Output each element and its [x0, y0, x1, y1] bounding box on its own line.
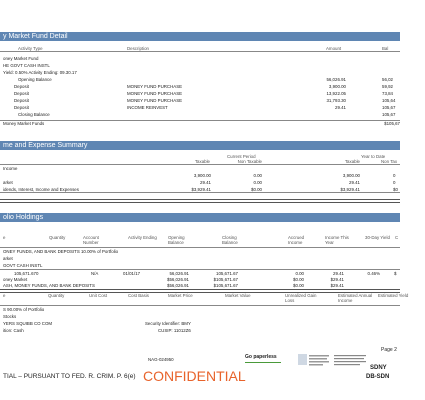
mmf-row-amount: 13,922.05: [326, 91, 346, 96]
holding-fund-yield: 0.46%: [367, 271, 380, 276]
double-rule: [0, 199, 400, 203]
mmf-row-type: Deposit: [14, 105, 29, 110]
holdings-col-header: Quantity: [49, 235, 66, 240]
holdings-col-header: Unrealized Gain Loss: [285, 293, 317, 303]
income-row-ytd-taxable: $3,929.41: [340, 187, 360, 192]
go-paperless-text: Go paperless: [245, 354, 277, 360]
subtotal-cash-income: $29.41: [330, 283, 344, 288]
section-header-income-expense: me and Expense Summary: [0, 141, 400, 150]
holding-fund-ending: 01/01/17: [123, 271, 141, 276]
mmf-total-value: $105,67: [384, 121, 400, 126]
holdings-col-header: Account Number: [83, 235, 99, 245]
eco-badge-svg: [298, 353, 330, 367]
income-row-cp-nontaxable: 0.00: [253, 180, 262, 185]
subtotal-cash-open: $56,026.91: [167, 283, 189, 288]
mmf-row-amount: 31,793.30: [326, 98, 346, 103]
holdings-col-header: Unit Cost: [89, 293, 108, 298]
mmf-row-balance: 105,67: [382, 112, 396, 117]
mmf-row-amount: 56,026.91: [326, 77, 346, 82]
holdings-col-header: Accrued Income: [288, 235, 305, 245]
mmf-total-label: Money Market Funds: [3, 121, 45, 126]
ytd-taxable-header: Taxable: [344, 159, 360, 164]
income-row-ytd-nontaxable: 0: [393, 180, 396, 185]
section-header-money-market: y Market Fund Detail: [0, 32, 400, 41]
holding-fund-accrued: 0.00: [295, 271, 304, 276]
holdings-col-header: Opening Balance: [168, 235, 185, 245]
holding-fund-qty: 105,671.670: [14, 271, 39, 276]
holdings-col-header: Estimated Yield: [378, 293, 409, 298]
page-number: Page 2: [381, 347, 397, 353]
holding-stock-sub: ition: Cash: [3, 328, 24, 333]
cp-taxable-header: Taxable: [194, 159, 210, 164]
holdings-col-header: Estimated Annual Income: [338, 293, 373, 303]
fund-yield: Yield: 0.50% Activity Ending: 09.30.17: [3, 70, 77, 75]
clearing-disclosure-svg: [334, 353, 368, 367]
holdings-col-header: Market Value: [225, 293, 251, 298]
income-row-ytd-nontaxable: 0: [393, 173, 396, 178]
mmf-row-type: Opening Balance: [18, 77, 52, 82]
income-row-label: arket: [3, 180, 13, 185]
mmf-row-amount: 3,900.00: [328, 84, 346, 89]
fund-category: oney Market Fund: [3, 56, 39, 61]
divider: [0, 247, 400, 248]
clearing-disclosure-icon: [334, 353, 368, 367]
holdings-col-header: Quantity: [48, 293, 65, 298]
fund-name: HE GOVT CASH INSTL: [3, 63, 50, 68]
holding-stock-name: YERS SQUIBB CO COM: [3, 321, 53, 326]
holding-fund-income: 29.41: [333, 271, 344, 276]
holdings-col-header: Cost Basis: [128, 293, 149, 298]
col-balance: Bal: [382, 46, 389, 51]
divider: [0, 305, 400, 306]
mmf-row-desc: MONEY FUND PURCHASE: [127, 84, 183, 89]
document-id: NAG-024950: [148, 357, 174, 362]
col-activity-type: Activity Type: [18, 46, 43, 51]
holdings-group-equities-sub: Stocks: [3, 314, 17, 319]
holding-security-id: Security Identifier: BMY: [145, 321, 191, 326]
mmf-row-amount: 29.41: [335, 105, 346, 110]
divider: [0, 164, 400, 165]
subtotal-money-market-close: $105,671.67: [213, 277, 238, 282]
col-amount: Amount: [326, 46, 342, 51]
subtotal-cash-close: $105,671.67: [213, 283, 238, 288]
divider: [0, 192, 400, 193]
mmf-row-type: Deposit: [14, 98, 29, 103]
sdny-code: SDNY: [370, 365, 387, 371]
income-row-ytd-taxable: 29.41: [349, 180, 360, 185]
holdings-group-cash-sub: arket: [3, 256, 13, 261]
holdings-col-header: Market Price: [168, 293, 193, 298]
subtotal-money-market-open: $56,026.91: [167, 277, 189, 282]
holdings-group-cash: ONEY FUNDS, AND BANK DEPOSITS 10.00% of Portfolio: [3, 249, 119, 254]
holdings-col-header: e: [3, 293, 6, 298]
divider: [0, 51, 400, 52]
mmf-row-balance: 56,02: [382, 77, 393, 82]
income-row-cp-nontaxable: 0.00: [253, 173, 262, 178]
holding-fund-c: $: [394, 271, 397, 276]
mmf-row-desc: INCOME REINVEST: [127, 105, 168, 110]
double-rule: [0, 289, 400, 293]
holding-fund-name: GOVT CASH INSTL: [3, 263, 43, 268]
income-row-label: idends, Interest, Income and Expenses: [3, 187, 79, 192]
holding-fund-open: 56,026.91: [169, 271, 189, 276]
holdings-col-header: Income This Year: [325, 235, 349, 245]
mmf-row-balance: 105,64: [382, 98, 396, 103]
year-to-date-label: Year to Date: [361, 154, 386, 159]
subtotal-cash-accrued: $0.00: [293, 283, 304, 288]
col-description: Description: [127, 46, 149, 51]
holdings-group-equities: S 90.00% of Portfolio: [3, 307, 45, 312]
income-row-cp-taxable: 3,900.00: [193, 173, 211, 178]
mmf-row-type: Deposit: [14, 84, 29, 89]
holding-fund-close: 105,671.67: [216, 271, 238, 276]
confidential-stamp: CONFIDENTIAL: [143, 368, 246, 384]
income-row-cp-nontaxable: $0.00: [251, 187, 262, 192]
eco-badge-icon: [298, 353, 330, 367]
go-paperless-logo: [245, 353, 293, 367]
paperless-underline: [245, 362, 281, 363]
current-period-label: Current Period: [227, 154, 256, 159]
subtotal-money-market-accrued: $0.00: [293, 277, 304, 282]
income-row-cp-taxable: 29.41: [200, 180, 211, 185]
income-row-ytd-taxable: 3,900.00: [342, 173, 360, 178]
holding-fund-acct: N/A: [91, 271, 99, 276]
income-row-ytd-nontaxable: $0: [393, 187, 398, 192]
holdings-col-header: C: [395, 235, 399, 240]
mmf-row-balance: 105,67: [382, 105, 396, 110]
income-row-cp-taxable: $3,929.41: [191, 187, 211, 192]
income-section-label: Income: [3, 166, 18, 171]
subtotal-money-market-label: oney Market: [3, 277, 28, 282]
holdings-col-header: 30-Day Yield: [365, 235, 390, 240]
holdings-col-header: e: [3, 235, 6, 240]
ytd-nontaxable-header: Non Tax: [381, 159, 398, 164]
holdings-col-header: Closing Balance: [222, 235, 238, 245]
mmf-row-desc: MONEY FUND PURCHASE: [127, 91, 183, 96]
mmf-row-balance: 73,84: [382, 91, 393, 96]
holdings-col-header: Activity Ending: [128, 235, 157, 240]
holding-cusip: CUSIP: 11012Z6: [158, 328, 191, 333]
mmf-row-balance: 59,92: [382, 84, 393, 89]
confidential-note: TIAL – PURSUANT TO FED. R. CRIM. P. 6(e): [3, 373, 136, 380]
db-sdn-code: DB-SDN: [366, 374, 390, 380]
subtotal-money-market-income: $29.41: [330, 277, 344, 282]
mmf-row-desc: MONEY FUND PURCHASE: [127, 98, 183, 103]
divider: [0, 120, 400, 121]
mmf-row-type: Closing Balance: [18, 112, 50, 117]
section-header-portfolio-holdings: olio Holdings: [0, 213, 400, 222]
subtotal-cash-label: ASH, MONEY FUNDS, AND BANK DEPOSITS: [3, 283, 95, 288]
mmf-row-type: Deposit: [14, 91, 29, 96]
divider: [0, 269, 400, 270]
cp-nontaxable-header: Non Taxable: [237, 159, 262, 164]
